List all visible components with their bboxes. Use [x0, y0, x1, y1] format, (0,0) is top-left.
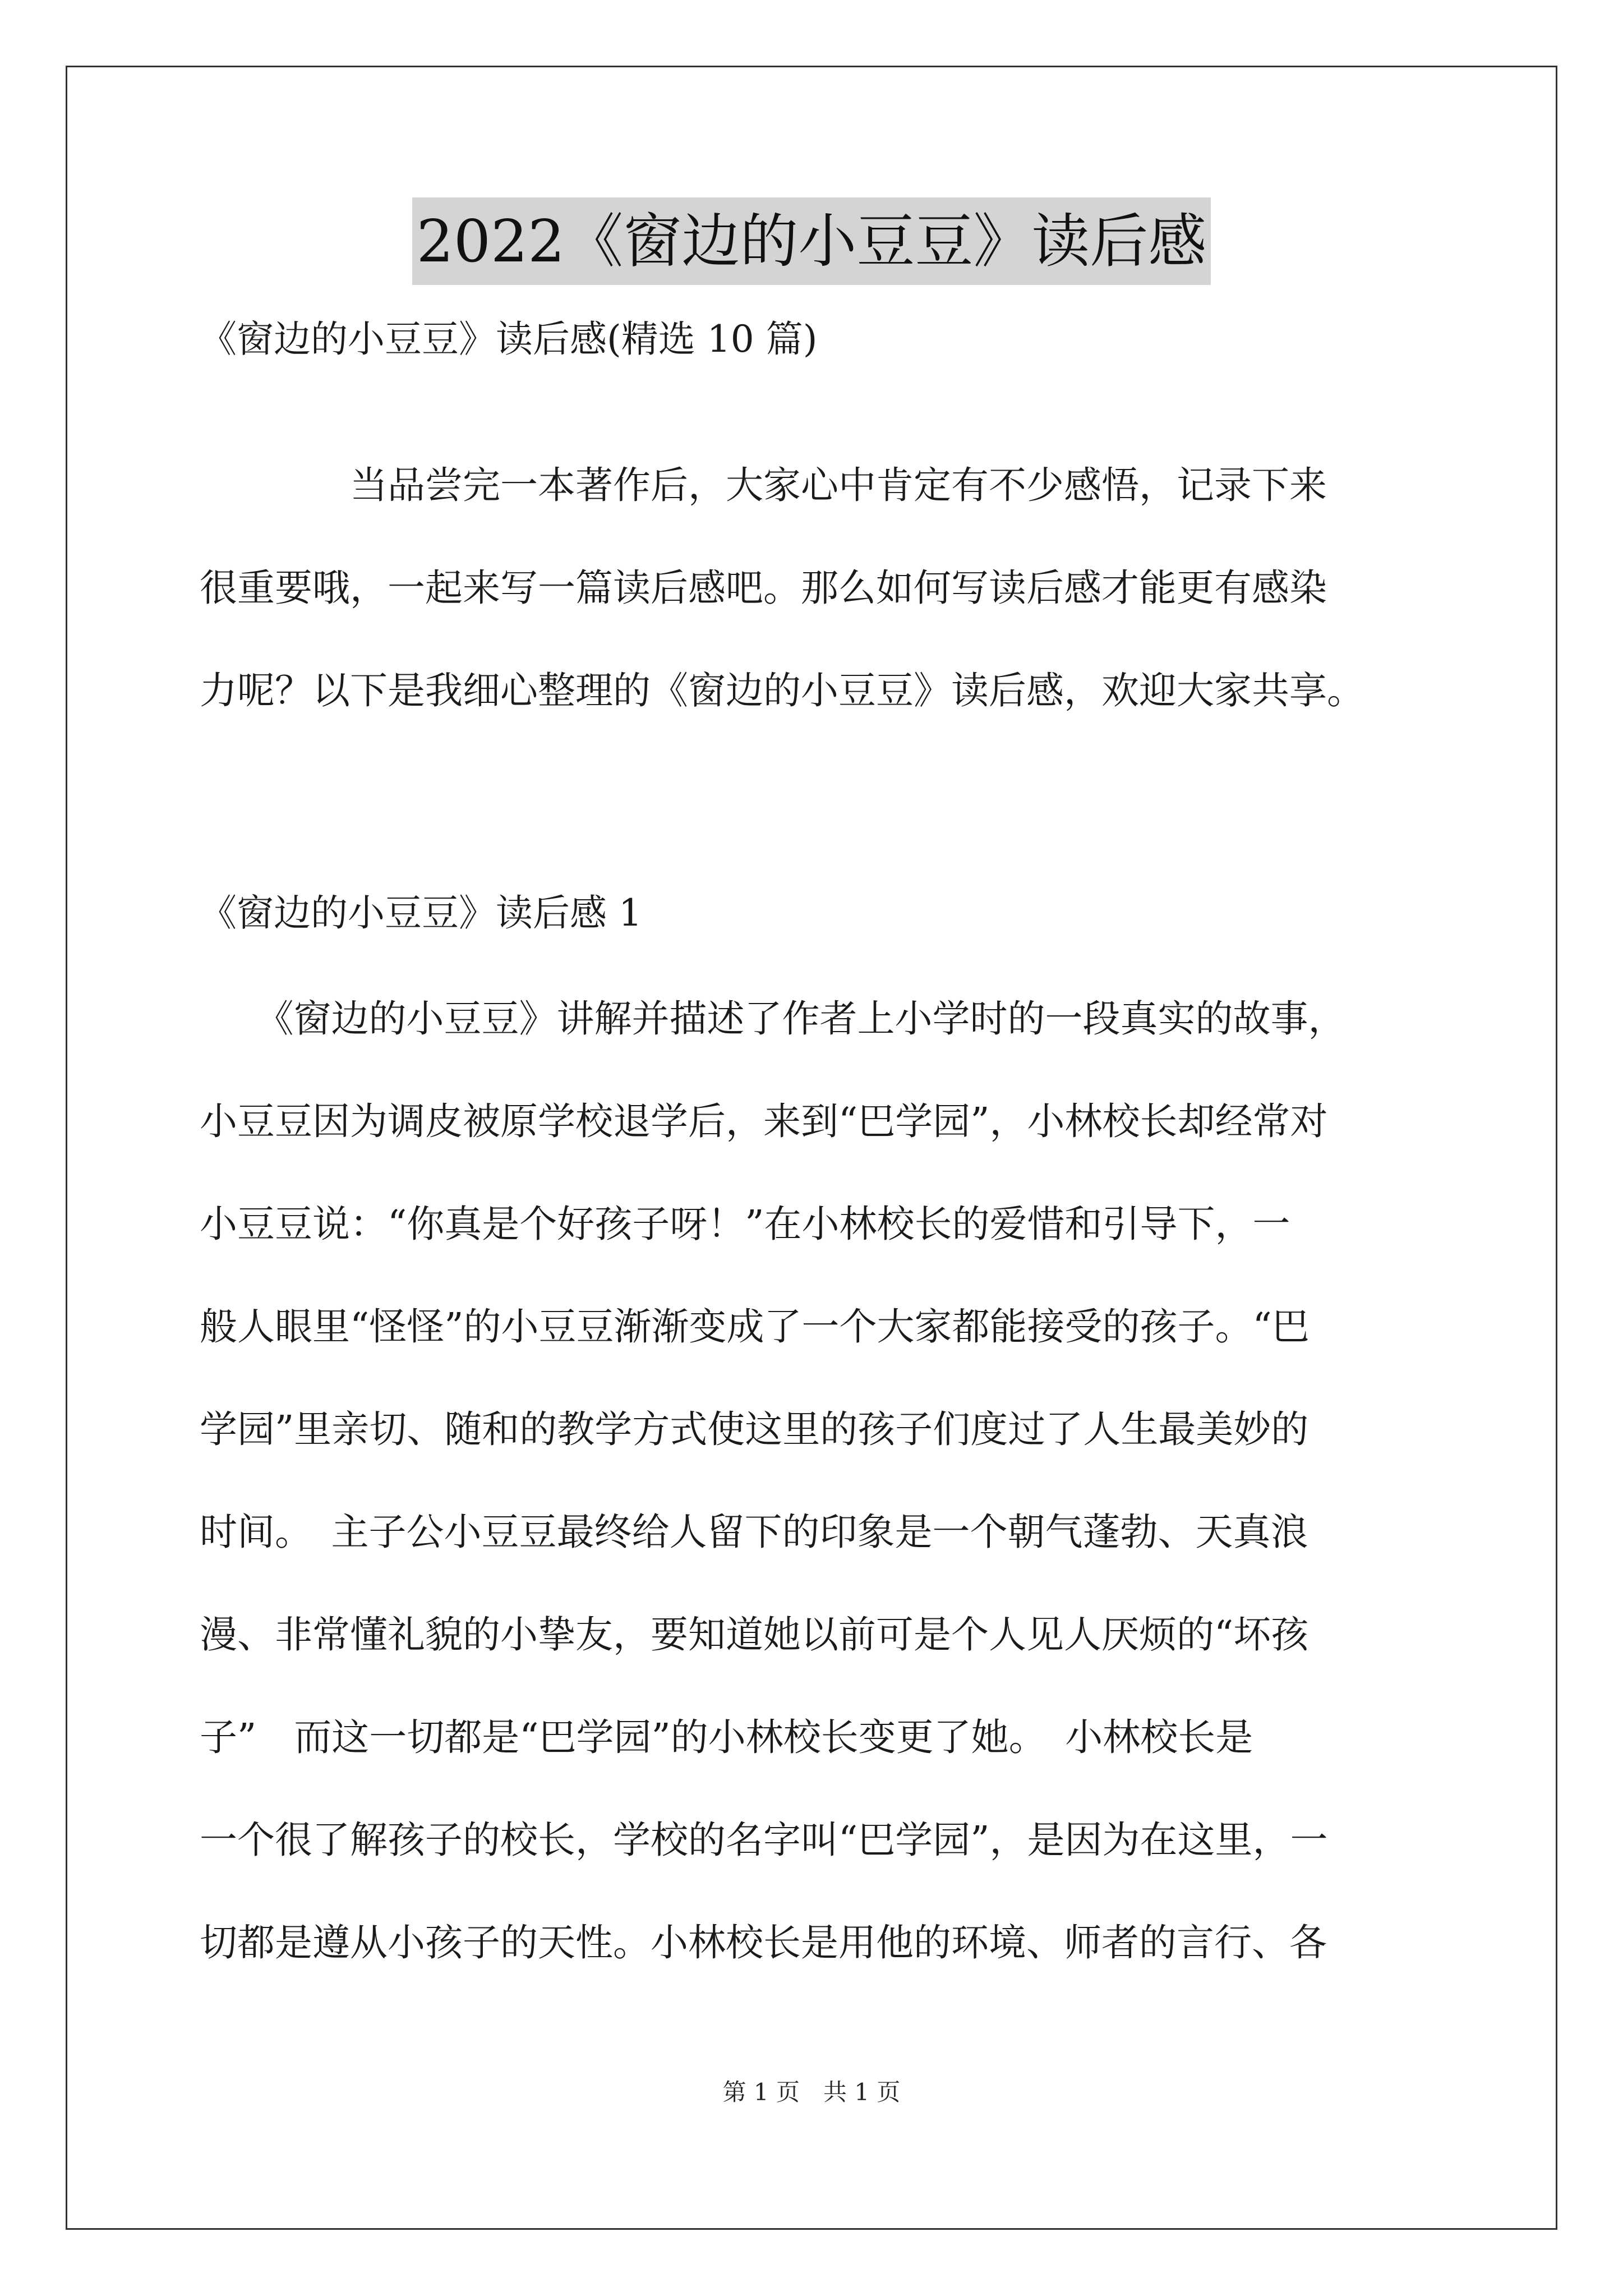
body-line: 漫、非常懂礼貌的小挚友，要知道她以前可是个人见人厌烦的“坏孩	[200, 1613, 1309, 1657]
body-line: 《窗边的小豆豆》讲解并描述了作者上小学时的一段真实的故事，	[200, 997, 1346, 1041]
body-line: 学园”里亲切、随和的教学方式使这里的孩子们度过了人生最美妙的	[200, 1407, 1309, 1451]
body-line: 小豆豆因为调皮被原学校退学后，来到“巴学园”，小林校长却经常对	[200, 1099, 1328, 1143]
body-line: 般人眼里“怪怪”的小豆豆渐渐变成了一个大家都能接受的孩子。“巴	[200, 1305, 1310, 1349]
body-line: 子” 而这一切都是“巴学园”的小林校长变更了她。 小林校长是	[200, 1715, 1253, 1759]
body-line: 小豆豆说：“你真是个好孩子呀！”在小林校长的爱惜和引导下，一	[200, 1202, 1290, 1246]
body-line: 一个很了解孩子的校长，学校的名字叫“巴学园”，是因为在这里，一	[200, 1818, 1328, 1862]
title-container	[0, 197, 1623, 285]
document-subtitle: 《窗边的小豆豆》读后感(精选 10 篇)	[200, 318, 818, 361]
intro-line: 当品尝完一本著作后，大家心中肯定有不少感悟，记录下来	[200, 463, 1327, 507]
intro-line: 力呢？以下是我细心整理的《窗边的小豆豆》读后感，欢迎大家共享。	[200, 669, 1364, 712]
intro-line: 很重要哦，一起来写一篇读后感吧。那么如何写读后感才能更有感染	[200, 566, 1327, 610]
document-title: 2022《窗边的小豆豆》读后感	[412, 197, 1211, 285]
body-line: 切都是遵从小孩子的天性。小林校长是用他的环境、师者的言行、各	[200, 1921, 1327, 1964]
section-heading: 《窗边的小豆豆》读后感 1	[200, 891, 642, 935]
page-footer: 第 1 页 共 1 页	[722, 2078, 901, 2106]
body-line: 时间。 主子公小豆豆最终给人留下的印象是一个朝气蓬勃、天真浪	[200, 1510, 1308, 1554]
page-border	[66, 66, 1557, 2230]
